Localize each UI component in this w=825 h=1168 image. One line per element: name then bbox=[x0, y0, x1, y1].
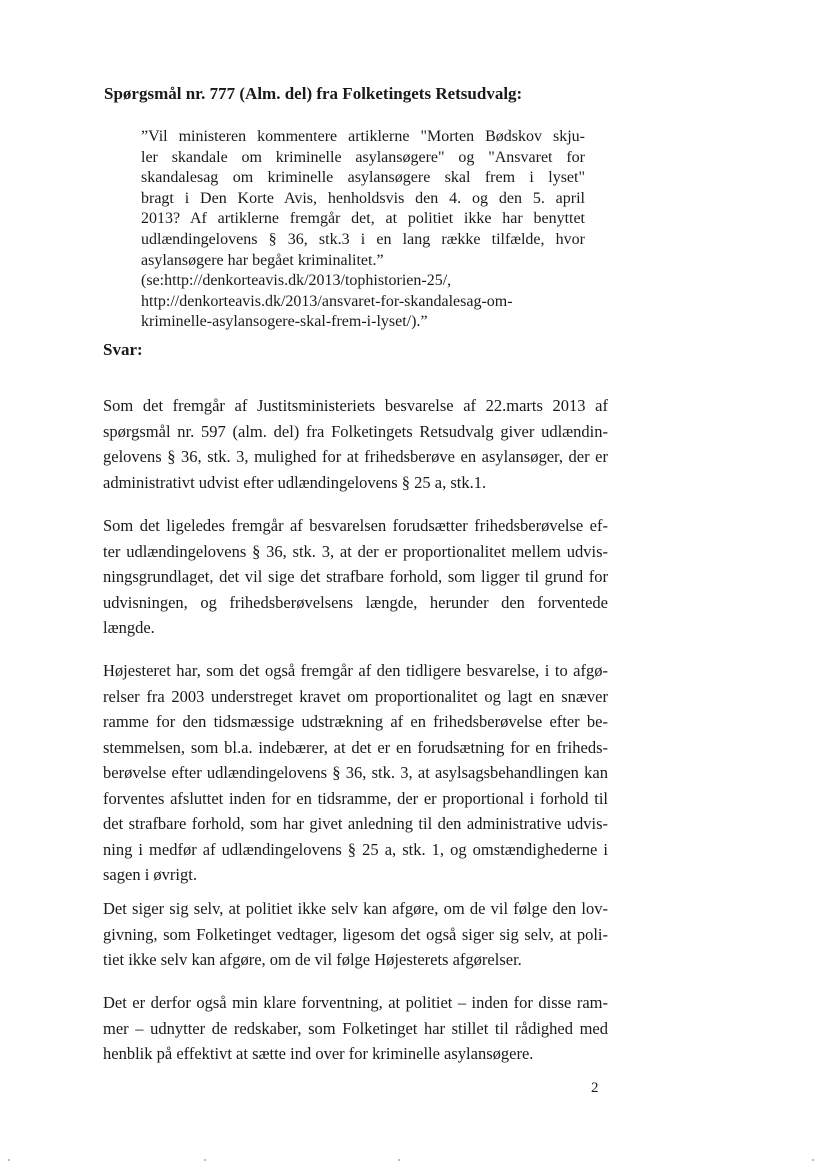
paragraph-line: givning, som Folketinget vedtager, ligesom det også siger sig selv, at poli- bbox=[103, 924, 608, 944]
quote-line: skandalesag om kriminelle asylansøgere skal frem i lyset" bbox=[141, 169, 585, 187]
paragraph-line: berøvelse efter udlændingelovens § 36, stk. 3, at asylsagsbehandlingen kan bbox=[103, 763, 608, 782]
paragraph-line: ning i medfør af udlændingelovens § 25 a, stk. 1, og omstændighederne i bbox=[103, 839, 608, 859]
answer-paragraph-3 bbox=[103, 658, 608, 888]
paragraph-line: administrativt udvist efter udlændingelovens § 25 a, stk.1. bbox=[103, 472, 487, 492]
quote-line: kriminelle-asylansogere-skal-frem-i-lyset/).” bbox=[141, 313, 428, 331]
paragraph-line: Højesteret har, som det også fremgår af den tidligere besvarelse, i to afgø- bbox=[103, 661, 608, 680]
paragraph-line: mer – udnytter de redskaber, som Folketinget har stillet til rådighed med bbox=[103, 1018, 608, 1038]
paragraph-line: gelovens § 36, stk. 3, mulighed for at frihedsberøve en asylansøger, der er bbox=[103, 447, 608, 466]
paragraph-line: tiet ikke selv kan afgøre, om de vil følge Højesterets afgørelser. bbox=[103, 950, 522, 969]
paragraph-line: det strafbare forhold, som har givet anledning til den administrative udvis- bbox=[103, 814, 608, 833]
paragraph-line: Det er derfor også min klare forventning, at politiet – inden for disse ram- bbox=[103, 993, 608, 1012]
answer-paragraph-1 bbox=[103, 393, 608, 495]
paragraph-line: længde. bbox=[103, 618, 155, 637]
paragraph-line: sagen i øvrigt. bbox=[103, 865, 197, 884]
quote-line: asylansøgere har begået kriminalitet.” bbox=[141, 251, 384, 269]
paragraph-line: stemmelsen, som bl.a. indebærer, at det er en forudsætning for en friheds- bbox=[103, 737, 608, 757]
paragraph-line: Som det ligeledes fremgår af besvarelsen forudsætter frihedsberøvelse ef- bbox=[103, 516, 608, 535]
answer-paragraph-2 bbox=[103, 513, 608, 641]
paragraph-line: ter udlændingelovens § 36, stk. 3, at der er proportionalitet mellem udvis- bbox=[103, 541, 608, 561]
scan-speck bbox=[8, 1159, 10, 1161]
quote-line: (se:http://denkorteavis.dk/2013/tophistorien-25/, bbox=[141, 272, 452, 290]
scan-speck bbox=[204, 1159, 206, 1161]
quote-line: http://denkorteavis.dk/2013/ansvaret-for-skandalesag-om- bbox=[141, 292, 513, 310]
paragraph-line: Det siger sig selv, at politiet ikke selv kan afgøre, om de vil følge den lov- bbox=[103, 899, 608, 918]
paragraph-line: henblik på effektivt at sætte ind over for kriminelle asylansøgere. bbox=[103, 1044, 534, 1063]
paragraph-line: relser fra 2003 understreget kravet om proportionalitet og lagt en snæver bbox=[103, 686, 608, 706]
scan-speck bbox=[398, 1159, 400, 1161]
quote-line: udlændingelovens § 36, stk.3 i en lang række tilfælde, hvor bbox=[141, 230, 585, 248]
paragraph-line: ningsgrundlaget, det vil sige det strafbare forhold, som ligger til grund for bbox=[103, 567, 608, 586]
paragraph-line: spørgsmål nr. 597 (alm. del) fra Folketingets Retsudvalg giver udlændin- bbox=[103, 421, 608, 441]
page-number: 2 bbox=[591, 1080, 599, 1096]
quote-line: ler skandale om kriminelle asylansøgere" og "Ansvaret for bbox=[141, 148, 585, 166]
answer-paragraph-4 bbox=[103, 896, 608, 973]
answer-paragraph-5 bbox=[103, 990, 608, 1067]
answer-heading: Svar: bbox=[103, 340, 143, 359]
quote-line: bragt i Den Korte Avis, henholdsvis den 4. og den 5. april bbox=[141, 189, 585, 207]
scan-speck bbox=[812, 1159, 814, 1161]
question-quote bbox=[141, 127, 585, 333]
paragraph-line: ramme for den tidsmæssige udstrækning af en frihedsberøvelse efter be- bbox=[103, 712, 608, 731]
quote-line: ”Vil ministeren kommentere artiklerne "Morten Bødskov skju- bbox=[141, 128, 585, 145]
paragraph-line: udvisningen, og frihedsberøvelsens længde, herunder den forventede bbox=[103, 592, 608, 612]
quote-line: 2013? Af artiklerne fremgår det, at politiet ikke har benyttet bbox=[141, 210, 585, 228]
question-heading: Spørgsmål nr. 777 (Alm. del) fra Folketingets Retsudvalg: bbox=[104, 84, 523, 103]
paragraph-line: Som det fremgår af Justitsministeriets besvarelse af 22.marts 2013 af bbox=[103, 396, 608, 415]
paragraph-line: forventes afsluttet inden for en tidsramme, der er proportional i forhold til bbox=[103, 788, 608, 808]
